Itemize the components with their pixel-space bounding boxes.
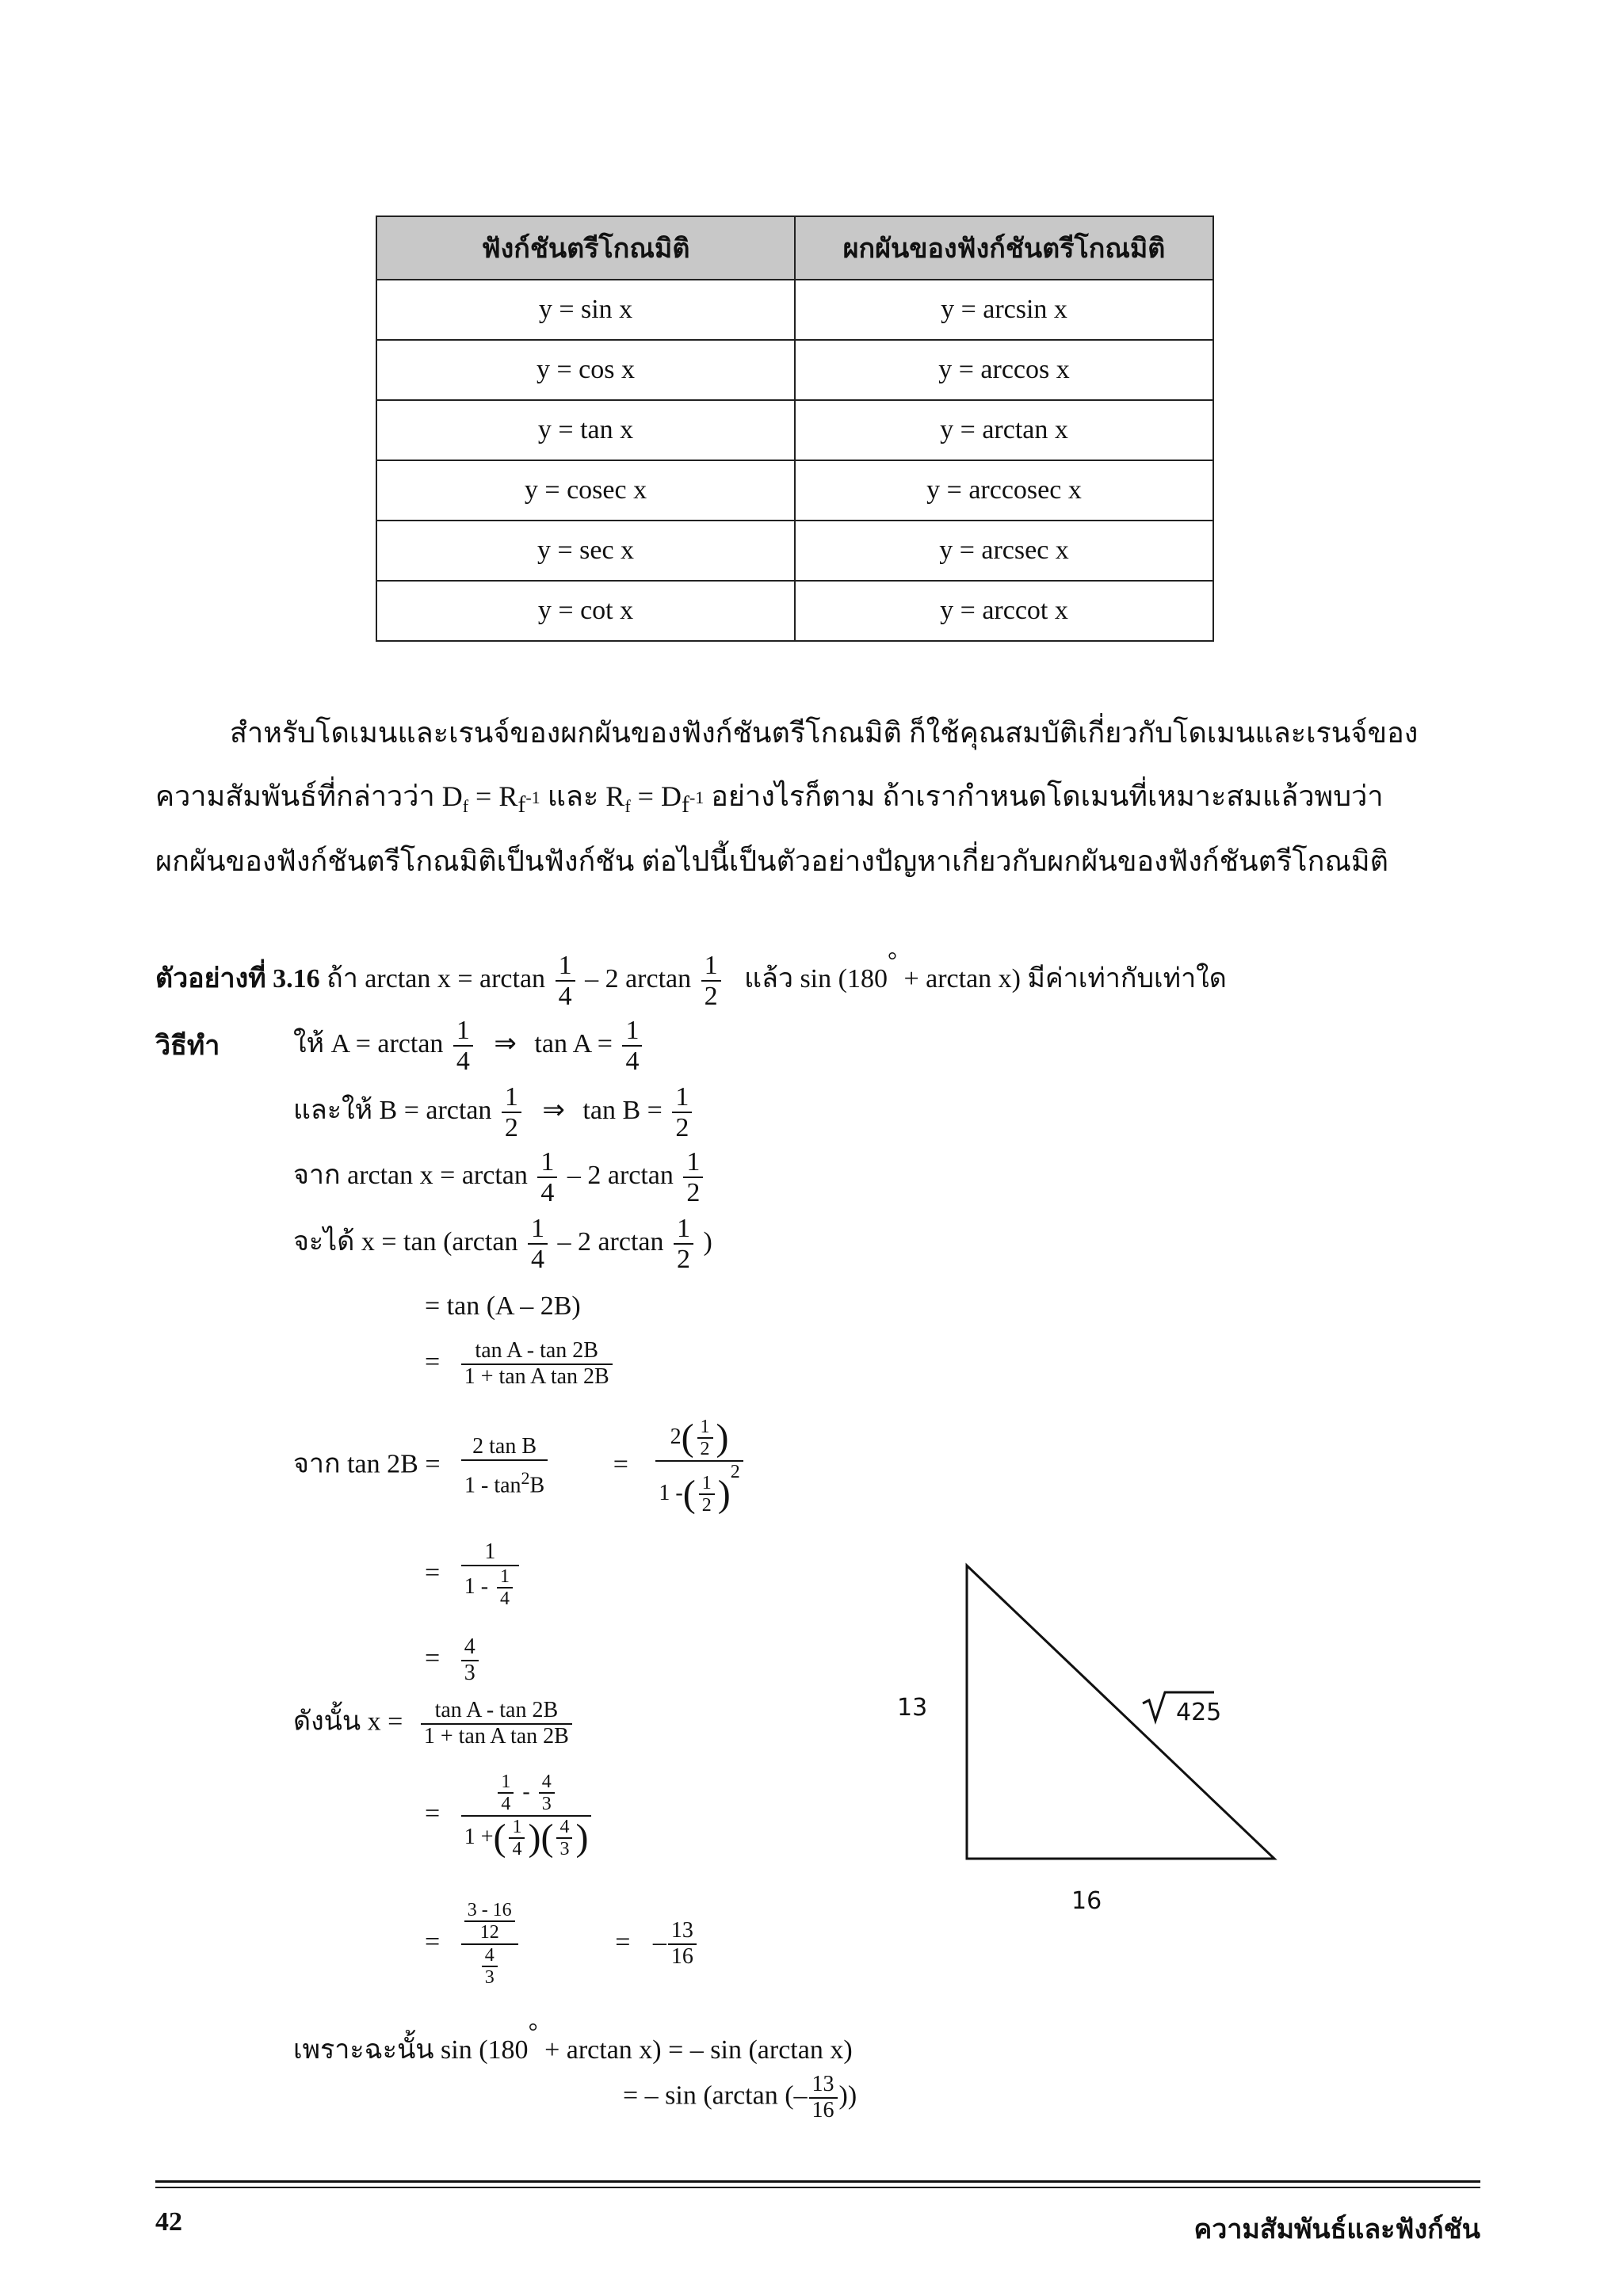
paragraph-line-3: ผกผันของฟังก์ชันตรีโกณมิติเป็นฟังก์ชัน ต่อไปนี้เป็นตัวอย่างปัญหาเกี่ยวกับผกผันของฟังก์ชันตรีโกณมิติ	[155, 845, 1388, 877]
fraction	[502, 1082, 521, 1143]
step-text: ดังนั้น x =	[293, 1707, 403, 1737]
fraction	[668, 1919, 697, 1970]
fraction	[461, 1900, 518, 1989]
numerator: 1	[677, 1214, 690, 1243]
denominator: 1 + tan A tan 2B	[461, 1363, 613, 1390]
denominator: 4	[537, 1177, 557, 1207]
fraction	[421, 1699, 572, 1749]
table-cell: y = sin x	[376, 280, 795, 340]
step-text: – 2 arctan	[567, 1161, 674, 1191]
fraction	[556, 951, 575, 1012]
table-cell: y = cosec x	[376, 460, 795, 521]
equals-sign: =	[425, 1643, 441, 1673]
numerator: 2 tan B	[472, 1433, 537, 1459]
step-12	[425, 1900, 700, 1989]
denominator: 3	[482, 1966, 498, 1988]
numerator: 1	[540, 1147, 555, 1177]
fraction	[461, 1339, 613, 1390]
left-paren-icon: (	[681, 1416, 694, 1459]
paragraph-line-1: สำหรับโดเมนและเรนจ์ของผกผันของฟังก์ชันตรีโกณมิติ ก็ใช้คุณสมบัติเกี่ยวกับโดเมนและเรนจ์ของ	[230, 717, 1419, 749]
denominator-text: 1 -	[659, 1480, 683, 1505]
left-paren-icon: (	[682, 1472, 696, 1515]
numerator: 1	[484, 1539, 496, 1564]
denominator: 4	[498, 1792, 514, 1814]
exponent: 2	[521, 1467, 530, 1488]
table-cell: y = cot x	[376, 581, 795, 641]
denominator: 2	[502, 1112, 521, 1142]
denominator: 12	[464, 1920, 515, 1943]
equals-sign: =	[615, 1927, 631, 1957]
numerator: tan A - tan 2B	[434, 1698, 559, 1722]
table-cell: y = arccos x	[795, 340, 1213, 400]
denominator-text: 1 -	[464, 1573, 489, 1599]
fraction	[453, 1016, 473, 1077]
minus-sign: –	[652, 1927, 666, 1957]
numerator: 1	[701, 1472, 712, 1493]
table-cell: y = arctan x	[795, 400, 1213, 460]
subscript: f	[462, 796, 469, 817]
fraction	[461, 1772, 592, 1860]
table-cell: y = arccosec x	[795, 460, 1213, 521]
numerator: $\frac{1}{4}$ - $\frac{4}{3}$	[461, 1772, 592, 1815]
triangle-side-left: 13	[897, 1694, 928, 1722]
fraction	[497, 1566, 513, 1610]
denominator: 2	[672, 1112, 692, 1142]
step-text: )	[703, 1227, 712, 1257]
coefficient: 2	[670, 1424, 682, 1449]
solution-label: วิธีทำ	[155, 1032, 220, 1061]
numerator: 1	[700, 1417, 710, 1437]
numerator	[461, 1900, 518, 1943]
fraction	[461, 1540, 519, 1610]
numerator: 4	[559, 1816, 570, 1837]
subscript	[681, 788, 705, 818]
step-text: ))	[838, 2081, 857, 2111]
fraction	[528, 1214, 548, 1275]
step-5: = tan (A – 2B)	[425, 1291, 581, 1321]
denominator: 4	[509, 1837, 525, 1859]
numerator: 1	[530, 1214, 544, 1243]
step-8	[425, 1540, 522, 1610]
denominator-text: 1 +	[464, 1824, 494, 1849]
step-9	[425, 1635, 482, 1686]
triangle-side-bottom: 16	[1071, 1887, 1102, 1915]
equals-sign: =	[613, 1449, 628, 1479]
denominator: 4	[453, 1045, 473, 1076]
step-4	[293, 1214, 712, 1275]
paragraph-text: อย่างไรก็ตาม ถ้าเรากำหนดโดเมนที่เหมาะสมแล้วพบว่า	[704, 780, 1384, 812]
fraction	[809, 2073, 838, 2123]
denominator: 4	[497, 1587, 513, 1609]
numerator: 13	[812, 2072, 834, 2096]
table-header-cell: ผกผันของฟังก์ชันตรีโกณมิติ	[795, 216, 1213, 280]
numerator: 1	[704, 950, 718, 980]
right-paren-icon: )	[717, 1472, 731, 1515]
table-cell: y = arccot x	[795, 581, 1213, 641]
paragraph-text: = R	[468, 780, 518, 812]
step-text: tan B =	[582, 1096, 663, 1126]
numerator: 1	[500, 1566, 510, 1587]
right-paren-icon: )	[528, 1816, 541, 1859]
table-header-cell: ฟังก์ชันตรีโกณมิติ	[376, 216, 795, 280]
denominator: 4	[622, 1045, 642, 1076]
fraction	[537, 1147, 557, 1208]
denominator: 4	[556, 980, 575, 1011]
footer-rule	[155, 2180, 1480, 2183]
table-row	[376, 581, 1213, 641]
paragraph-text: และ R	[540, 780, 625, 812]
step-15	[623, 2073, 857, 2123]
numerator: 1	[675, 1082, 689, 1112]
equals-sign: =	[425, 1347, 441, 1377]
fraction	[683, 1147, 703, 1208]
paragraph-text: ความสัมพันธ์ที่กล่าวว่า D	[155, 780, 463, 812]
denominator: 2	[697, 1437, 713, 1459]
denominator-text: B	[529, 1473, 545, 1498]
denominator: 2	[701, 980, 721, 1011]
chapter-title: ความสัมพันธ์และฟังก์ชัน	[1193, 2215, 1480, 2245]
equals-sign: =	[425, 1927, 441, 1957]
denominator: 2	[699, 1493, 715, 1516]
denominator: 3	[461, 1660, 479, 1686]
implies-icon: ⇒	[494, 1028, 517, 1060]
table-row	[376, 340, 1213, 400]
step-text: จะได้ x = tan (arctan	[293, 1227, 518, 1257]
trig-function-table	[376, 215, 1214, 642]
table-row	[376, 521, 1213, 581]
numerator: 4	[484, 1944, 495, 1966]
example-question	[155, 948, 1227, 1012]
numerator: 13	[670, 1917, 693, 1943]
subscript	[517, 788, 540, 818]
fraction	[539, 1772, 555, 1815]
fraction	[622, 1016, 642, 1077]
question-text: – 2 arctan	[585, 964, 692, 994]
fraction	[461, 1635, 479, 1686]
fraction	[461, 1435, 548, 1498]
superscript-inverse: -1	[525, 788, 540, 808]
paragraph-line-2	[155, 773, 1384, 818]
table-row	[376, 400, 1213, 460]
numerator: 1	[625, 1016, 640, 1045]
fraction	[498, 1772, 514, 1815]
footer-rule	[155, 2187, 1480, 2188]
step-text: + arctan x) = – sin (arctan x)	[544, 2035, 853, 2065]
step-3	[293, 1147, 706, 1208]
denominator: 2	[674, 1243, 693, 1274]
question-text: ถ้า arctan x = arctan	[327, 964, 546, 994]
page-number: 42	[155, 2207, 182, 2237]
denominator	[461, 1943, 518, 1989]
fraction	[655, 1417, 743, 1516]
numerator	[655, 1417, 743, 1460]
step-2	[293, 1082, 695, 1143]
denominator: 3	[556, 1837, 572, 1859]
equals-sign: =	[425, 1798, 441, 1829]
subscript-f: f	[517, 791, 526, 818]
table-header-row	[376, 216, 1213, 280]
numerator: 4	[541, 1772, 552, 1792]
table-cell: y = sec x	[376, 521, 795, 581]
denominator-text: 1 - tan	[464, 1473, 521, 1498]
table-cell: y = cos x	[376, 340, 795, 400]
fraction	[464, 1900, 515, 1943]
fraction	[697, 1417, 713, 1460]
numerator: 4	[464, 1634, 475, 1659]
numerator: 1	[456, 1016, 470, 1045]
superscript-inverse: -1	[689, 788, 705, 808]
denominator: 16	[668, 1943, 697, 1970]
step-7	[293, 1417, 747, 1516]
table-cell: y = tan x	[376, 400, 795, 460]
fraction	[699, 1473, 715, 1516]
right-paren-icon: )	[716, 1416, 729, 1459]
denominator: 1 + tan A tan 2B	[421, 1723, 572, 1749]
step-1	[293, 1016, 645, 1077]
subscript-f: f	[681, 791, 689, 818]
step-text: tan A =	[534, 1029, 613, 1059]
left-paren-icon: (	[540, 1816, 554, 1859]
numerator: 1	[504, 1082, 518, 1112]
step-text: จาก tan 2B =	[293, 1449, 441, 1479]
numerator: tan A - tan 2B	[475, 1338, 598, 1363]
denominator: 16	[809, 2097, 838, 2123]
subscript: f	[624, 796, 631, 817]
question-text: + arctan x) มีค่าเท่ากับเท่าใด	[903, 964, 1227, 994]
table-row	[376, 460, 1213, 521]
denominator	[461, 1815, 592, 1860]
fraction	[509, 1817, 525, 1860]
denominator: 3	[539, 1792, 555, 1814]
right-triangle-figure	[888, 1545, 1300, 1925]
example-label: ตัวอย่างที่ 3.16	[155, 964, 320, 994]
numerator: 1	[501, 1772, 511, 1792]
equals-sign: =	[425, 1558, 441, 1588]
denominator: 2	[683, 1177, 703, 1207]
exponent: 2	[730, 1461, 740, 1482]
numerator: 1	[558, 950, 572, 980]
triangle-shape	[967, 1566, 1274, 1859]
numerator: 3 - 16	[467, 1900, 512, 1920]
step-text: จาก arctan x = arctan	[293, 1161, 528, 1191]
step-text: ให้ A = arctan	[293, 1029, 444, 1059]
fraction	[556, 1817, 572, 1860]
table-row	[376, 280, 1213, 340]
denominator	[655, 1460, 743, 1516]
right-paren-icon: )	[575, 1816, 589, 1859]
triangle-hypotenuse-label: 425	[1176, 1699, 1222, 1726]
paragraph-text: = D	[630, 780, 682, 812]
step-text: และให้ B = arctan	[293, 1096, 492, 1126]
question-text: แล้ว sin (180	[744, 964, 888, 994]
step-11	[425, 1772, 594, 1860]
left-paren-icon: (	[493, 1816, 506, 1859]
denominator	[461, 1565, 519, 1610]
fraction	[672, 1082, 692, 1143]
numerator: 1	[512, 1816, 522, 1837]
degree-symbol: °	[887, 948, 897, 974]
fraction	[482, 1945, 498, 1989]
denominator	[461, 1459, 548, 1498]
step-text: เพราะฉะนั้น sin (180	[293, 2035, 529, 2065]
degree-symbol: °	[528, 2019, 538, 2045]
step-14	[293, 2019, 853, 2070]
fraction	[701, 951, 721, 1012]
table-cell: y = arcsec x	[795, 521, 1213, 581]
denominator: 4	[528, 1243, 548, 1274]
step-10	[293, 1699, 575, 1749]
implies-icon: ⇒	[542, 1094, 565, 1127]
step-text: – 2 arctan	[557, 1227, 664, 1257]
numerator: 1	[686, 1147, 701, 1177]
step-text: = – sin (arctan (–	[623, 2081, 808, 2111]
fraction	[674, 1214, 693, 1275]
step-6	[425, 1339, 616, 1390]
table-cell: y = arcsin x	[795, 280, 1213, 340]
